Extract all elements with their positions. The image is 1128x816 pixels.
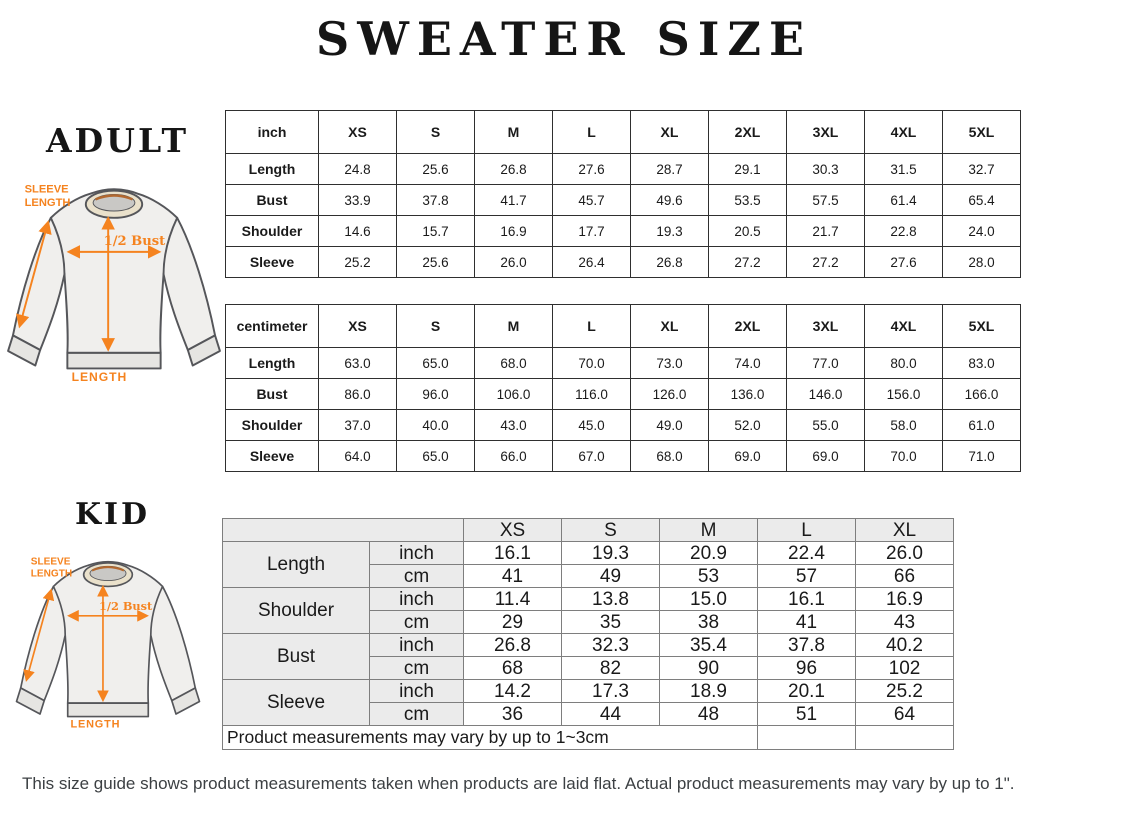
half-bust-label: 1/2 Bust [98,598,153,613]
value-cell: 65.0 [397,348,475,379]
value-cell: 36 [464,703,562,726]
value-cell: 146.0 [787,379,865,410]
unit-cell: cm [370,703,464,726]
value-cell: 26.0 [856,542,954,565]
row-label-cell: Length [223,542,370,588]
value-cell: 82 [562,657,660,680]
sleeve-length-label-line2: LENGTH [24,197,71,210]
value-cell: 26.8 [475,154,553,185]
size-header-cell: 3XL [787,111,865,154]
size-header-cell: XL [856,519,954,542]
value-cell: 27.6 [553,154,631,185]
row-label-cell: Length [226,348,319,379]
value-cell: 58.0 [865,410,943,441]
value-cell: 25.2 [319,247,397,278]
value-cell: 116.0 [553,379,631,410]
size-header-cell: XS [464,519,562,542]
value-cell: 18.9 [660,680,758,703]
size-header-cell: M [475,111,553,154]
value-cell: 20.5 [709,216,787,247]
value-cell: 20.9 [660,542,758,565]
value-cell: 24.0 [943,216,1021,247]
value-cell: 74.0 [709,348,787,379]
value-cell: 35 [562,611,660,634]
sweater-right-sleeve [164,218,216,350]
empty-cell [758,726,856,750]
value-cell: 26.8 [631,247,709,278]
unit-cell: inch [370,634,464,657]
value-cell: 49 [562,565,660,588]
unit-header-cell: centimeter [226,305,319,348]
value-cell: 33.9 [319,185,397,216]
unit-cell: inch [370,588,464,611]
value-cell: 66.0 [475,441,553,472]
row-label-cell: Sleeve [226,441,319,472]
header-row [226,111,1021,154]
value-cell: 57 [758,565,856,588]
value-cell: 28.0 [943,247,1021,278]
value-cell: 16.1 [464,542,562,565]
value-cell: 61.4 [865,185,943,216]
sweater-hem [67,353,160,369]
value-cell: 38 [660,611,758,634]
row-label-cell: Shoulder [226,410,319,441]
size-header-cell: 2XL [709,111,787,154]
adult-inch-table [225,110,1021,278]
unit-cell: cm [370,657,464,680]
value-cell: 32.7 [943,154,1021,185]
length-label: LENGTH [70,718,121,730]
value-cell: 35.4 [660,634,758,657]
value-cell: 49.0 [631,410,709,441]
sleeve-length-label-line2: LENGTH [30,568,73,580]
value-cell: 69.0 [709,441,787,472]
row-label-cell: Bust [226,185,319,216]
page-title: SWEATER SIZE [315,12,813,66]
value-cell: 136.0 [709,379,787,410]
kid-size-table [222,518,954,750]
measurement-row-inch [223,542,954,565]
value-cell: 66 [856,565,954,588]
adult-centimeter-table [225,304,1021,472]
header-row [226,305,1021,348]
value-cell: 96 [758,657,856,680]
value-cell: 51 [758,703,856,726]
adult-sweater-diagram [5,178,223,384]
unit-cell: inch [370,542,464,565]
value-cell: 77.0 [787,348,865,379]
size-header-cell: 4XL [865,111,943,154]
value-cell: 70.0 [553,348,631,379]
value-cell: 83.0 [943,348,1021,379]
value-cell: 53.5 [709,185,787,216]
value-cell: 68 [464,657,562,680]
value-cell: 30.3 [787,154,865,185]
value-cell: 24.8 [319,154,397,185]
value-cell: 27.6 [865,247,943,278]
measurement-row [226,247,1021,278]
value-cell: 15.0 [660,588,758,611]
value-cell: 27.2 [787,247,865,278]
row-label-cell: Bust [226,379,319,410]
size-header-cell: 3XL [787,305,865,348]
value-cell: 40.2 [856,634,954,657]
value-cell: 17.7 [553,216,631,247]
measurement-row-inch [223,634,954,657]
measurement-row-inch [223,588,954,611]
measurement-row [226,379,1021,410]
value-cell: 52.0 [709,410,787,441]
value-cell: 53 [660,565,758,588]
size-header-cell: 5XL [943,305,1021,348]
value-cell: 96.0 [397,379,475,410]
value-cell: 68.0 [631,441,709,472]
value-cell: 41 [758,611,856,634]
value-cell: 31.5 [865,154,943,185]
value-cell: 41 [464,565,562,588]
value-cell: 32.3 [562,634,660,657]
measurement-row [226,185,1021,216]
header-row [223,519,954,542]
measurement-row [226,154,1021,185]
row-label-cell: Shoulder [223,588,370,634]
value-cell: 44 [562,703,660,726]
row-label-cell: Bust [223,634,370,680]
value-cell: 65.4 [943,185,1021,216]
value-cell: 57.5 [787,185,865,216]
unit-header-cell: inch [226,111,319,154]
value-cell: 73.0 [631,348,709,379]
value-cell: 22.8 [865,216,943,247]
measurement-row [226,348,1021,379]
value-cell: 43 [856,611,954,634]
value-cell: 45.7 [553,185,631,216]
row-label-cell: Shoulder [226,216,319,247]
value-cell: 20.1 [758,680,856,703]
size-header-cell: S [397,111,475,154]
value-cell: 26.8 [464,634,562,657]
value-cell: 166.0 [943,379,1021,410]
size-header-cell: L [553,305,631,348]
value-cell: 65.0 [397,441,475,472]
empty-cell [856,726,954,750]
value-cell: 67.0 [553,441,631,472]
value-cell: 63.0 [319,348,397,379]
value-cell: 22.4 [758,542,856,565]
measurement-row [226,216,1021,247]
measurement-row-inch [223,680,954,703]
value-cell: 14.6 [319,216,397,247]
blank-header-cell [223,519,464,542]
sleeve-length-label-line1: SLEEVE [24,183,69,196]
size-header-cell: 2XL [709,305,787,348]
unit-cell: inch [370,680,464,703]
size-header-cell: M [660,519,758,542]
value-cell: 19.3 [631,216,709,247]
value-cell: 43.0 [475,410,553,441]
value-cell: 71.0 [943,441,1021,472]
value-cell: 70.0 [865,441,943,472]
value-cell: 126.0 [631,379,709,410]
size-header-cell: XS [319,305,397,348]
half-bust-label: 1/2 Bust [103,234,166,250]
size-header-cell: XS [319,111,397,154]
value-cell: 102 [856,657,954,680]
value-cell: 11.4 [464,588,562,611]
value-cell: 37.0 [319,410,397,441]
unit-cell: cm [370,565,464,588]
footer-note: This size guide shows product measurements taken when products are laid flat. Actual product measurements may vary by up to 1". [22,774,1015,793]
kid-section-label: KID [74,497,151,532]
value-cell: 55.0 [787,410,865,441]
value-cell: 69.0 [787,441,865,472]
value-cell: 25.2 [856,680,954,703]
value-cell: 15.7 [397,216,475,247]
value-cell: 28.7 [631,154,709,185]
value-cell: 49.6 [631,185,709,216]
value-cell: 26.0 [475,247,553,278]
value-cell: 64 [856,703,954,726]
value-cell: 68.0 [475,348,553,379]
footnote-row [223,726,954,750]
sweater-left-sleeve [13,218,65,350]
value-cell: 17.3 [562,680,660,703]
value-cell: 26.4 [553,247,631,278]
value-cell: 61.0 [943,410,1021,441]
value-cell: 48 [660,703,758,726]
size-header-cell: S [397,305,475,348]
measurement-row [226,441,1021,472]
value-cell: 21.7 [787,216,865,247]
value-cell: 13.8 [562,588,660,611]
value-cell: 29 [464,611,562,634]
size-header-cell: L [758,519,856,542]
value-cell: 14.2 [464,680,562,703]
kid-sweater-diagram [14,552,202,730]
size-header-cell: L [553,111,631,154]
value-cell: 86.0 [319,379,397,410]
sleeve-length-label-line1: SLEEVE [30,556,71,568]
value-cell: 37.8 [397,185,475,216]
length-label: LENGTH [71,370,128,384]
row-label-cell: Sleeve [223,680,370,726]
row-label-cell: Sleeve [226,247,319,278]
size-header-cell: XL [631,305,709,348]
value-cell: 27.2 [709,247,787,278]
size-header-cell: S [562,519,660,542]
value-cell: 106.0 [475,379,553,410]
value-cell: 45.0 [553,410,631,441]
size-header-cell: XL [631,111,709,154]
kid-footnote-cell: Product measurements may vary by up to 1~3cm [223,726,758,750]
sweater-left-sleeve [21,586,65,700]
unit-cell: cm [370,611,464,634]
value-cell: 19.3 [562,542,660,565]
value-cell: 16.1 [758,588,856,611]
size-header-cell: 5XL [943,111,1021,154]
sweater-hem [68,703,149,716]
value-cell: 40.0 [397,410,475,441]
value-cell: 64.0 [319,441,397,472]
value-cell: 29.1 [709,154,787,185]
row-label-cell: Length [226,154,319,185]
value-cell: 80.0 [865,348,943,379]
size-header-cell: 4XL [865,305,943,348]
value-cell: 37.8 [758,634,856,657]
value-cell: 25.6 [397,154,475,185]
sweater-right-sleeve [151,586,195,700]
value-cell: 156.0 [865,379,943,410]
value-cell: 16.9 [856,588,954,611]
value-cell: 90 [660,657,758,680]
size-header-cell: M [475,305,553,348]
measurement-row [226,410,1021,441]
value-cell: 16.9 [475,216,553,247]
value-cell: 41.7 [475,185,553,216]
value-cell: 25.6 [397,247,475,278]
adult-section-label: ADULT [45,121,190,160]
